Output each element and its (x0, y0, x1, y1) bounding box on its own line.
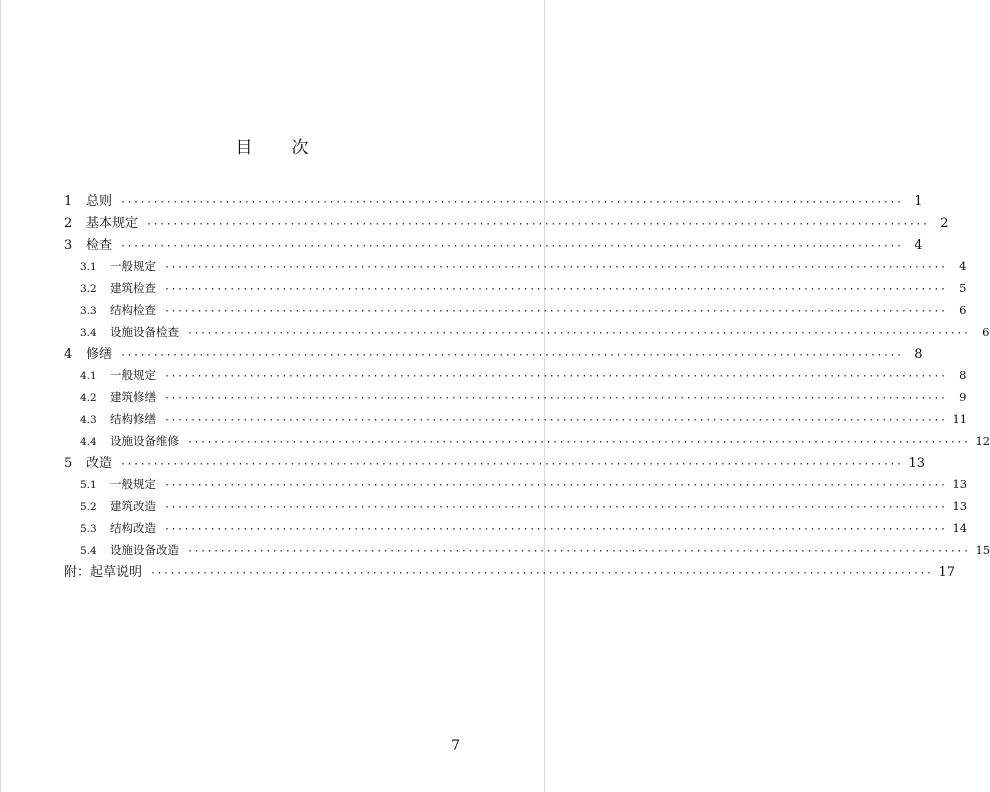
toc-entry-page: 13 (952, 477, 968, 492)
toc-entry-page: 6 (959, 302, 967, 317)
toc-entry-title: 总则 (86, 194, 113, 209)
toc-entry-page: 1 (914, 194, 923, 209)
toc-entry-page: 8 (959, 368, 967, 383)
toc-leader-dots: ························································································································ (164, 305, 947, 317)
toc-leader-dots: ························································································································ (164, 284, 947, 296)
toc-entry-number: 5 (64, 455, 73, 471)
toc-chapter-row (64, 344, 923, 366)
toc-entry-page: 8 (914, 346, 923, 362)
toc-entry-title: 一般规定 (110, 477, 156, 492)
toc-leader-dots: ························································································································ (120, 458, 903, 470)
toc-entry-title: 设施设备改造 (110, 542, 179, 557)
toc-entry-title: 一般规定 (110, 259, 156, 274)
toc-section-row (64, 322, 990, 344)
toc-leader-dots: ························································································································ (164, 414, 947, 426)
toc-entry-page: 12 (975, 433, 990, 448)
toc-entry-page: 17 (938, 564, 956, 580)
toc-leader-dots: ························································································································ (120, 349, 903, 361)
toc-leader-dots: ························································································································ (120, 240, 903, 252)
toc-entry-number: 4.1 (80, 370, 97, 383)
toc-entry-page: 11 (952, 411, 968, 426)
toc-entry-page: 15 (975, 542, 990, 557)
toc-entry-number: 3.4 (80, 326, 97, 339)
toc-section-row (64, 365, 967, 387)
toc-section-row (64, 300, 967, 322)
toc-entry-number: 2 (64, 215, 73, 231)
toc-entry-number: 1 (64, 194, 73, 209)
toc-chapter-row (64, 562, 956, 584)
toc-chapter-row (64, 191, 923, 213)
toc-leader-dots: ························································································································ (146, 218, 929, 230)
toc-entry-title: 建筑改造 (110, 499, 156, 514)
toc-entry-title: 一般规定 (110, 368, 156, 383)
toc-section-row (64, 540, 990, 562)
toc-entry-page: 6 (982, 324, 990, 339)
toc-entry-number: 4.3 (80, 413, 97, 426)
toc-chapter-row (64, 235, 923, 257)
toc-entry-title: 检查 (86, 237, 113, 253)
toc-section-row (64, 256, 967, 278)
toc-entry-page: 2 (940, 215, 949, 231)
toc-entry-number: 5.1 (80, 479, 97, 492)
toc-entry-title: 设施设备维修 (110, 433, 179, 448)
toc-entry-number: 3.2 (80, 283, 97, 296)
toc-entry-title: 结构修缮 (110, 411, 156, 426)
toc-entry-title: 改造 (86, 455, 113, 471)
title-char-2: 次 (291, 138, 310, 158)
toc-entry-page: 4 (959, 259, 967, 274)
toc-entry-page: 13 (908, 455, 926, 471)
toc-entry-number: 5.3 (80, 522, 97, 535)
toc-entry-number: 5.2 (80, 501, 97, 514)
toc-leader-dots: ························································································································ (187, 436, 970, 448)
toc-leader-dots: ························································································································ (164, 523, 947, 535)
toc-leader-dots: ························································································································ (164, 480, 947, 492)
toc-chapter-row (64, 213, 949, 235)
toc-entry-page: 13 (952, 499, 968, 514)
toc-leader-dots: ························································································································ (150, 567, 933, 579)
toc-section-row (64, 474, 968, 496)
toc-chapter-row (64, 453, 926, 475)
toc-entry-number: 5.4 (80, 544, 97, 557)
toc-entry-number: 3.1 (80, 261, 97, 274)
toc-entry-title: 结构检查 (110, 302, 156, 317)
toc-leader-dots: ························································································································ (187, 545, 970, 557)
toc-leader-dots: ························································································································ (120, 197, 903, 208)
toc-leader-dots: ························································································································ (164, 371, 947, 383)
toc-leader-dots: ························································································································ (187, 327, 970, 339)
page-title (1, 136, 544, 160)
toc-entry-title: 设施设备检查 (110, 324, 179, 339)
toc-leader-dots: ························································································································ (164, 393, 947, 405)
table-of-contents (64, 191, 990, 583)
toc-entry-title: 附：起草说明 (64, 564, 143, 580)
toc-entry-title: 修缮 (86, 346, 113, 362)
toc-entry-title: 建筑修缮 (110, 390, 156, 405)
toc-section-row (64, 518, 968, 540)
toc-entry-page: 14 (952, 520, 968, 535)
toc-entry-title: 结构改造 (110, 520, 156, 535)
toc-entry-page: 9 (959, 390, 967, 405)
toc-entry-number: 3.3 (80, 304, 97, 317)
toc-section-row (64, 387, 967, 409)
toc-entry-page: 5 (959, 281, 967, 296)
toc-section-row (64, 409, 968, 431)
title-char-1: 目 (235, 138, 254, 158)
toc-leader-dots: ························································································································ (164, 262, 947, 274)
page-number: 7 (451, 738, 460, 754)
toc-entry-page: 4 (914, 237, 923, 253)
toc-entry-number: 3 (64, 237, 73, 253)
toc-entry-title: 建筑检查 (110, 281, 156, 296)
toc-section-row (64, 496, 968, 518)
toc-entry-number: 4.2 (80, 392, 97, 405)
toc-entry-number: 4 (64, 346, 73, 362)
toc-section-row (64, 431, 990, 453)
toc-leader-dots: ························································································································ (164, 502, 947, 514)
toc-entry-number: 4.4 (80, 435, 97, 448)
toc-section-row (64, 278, 967, 300)
toc-entry-title: 基本规定 (86, 215, 139, 231)
